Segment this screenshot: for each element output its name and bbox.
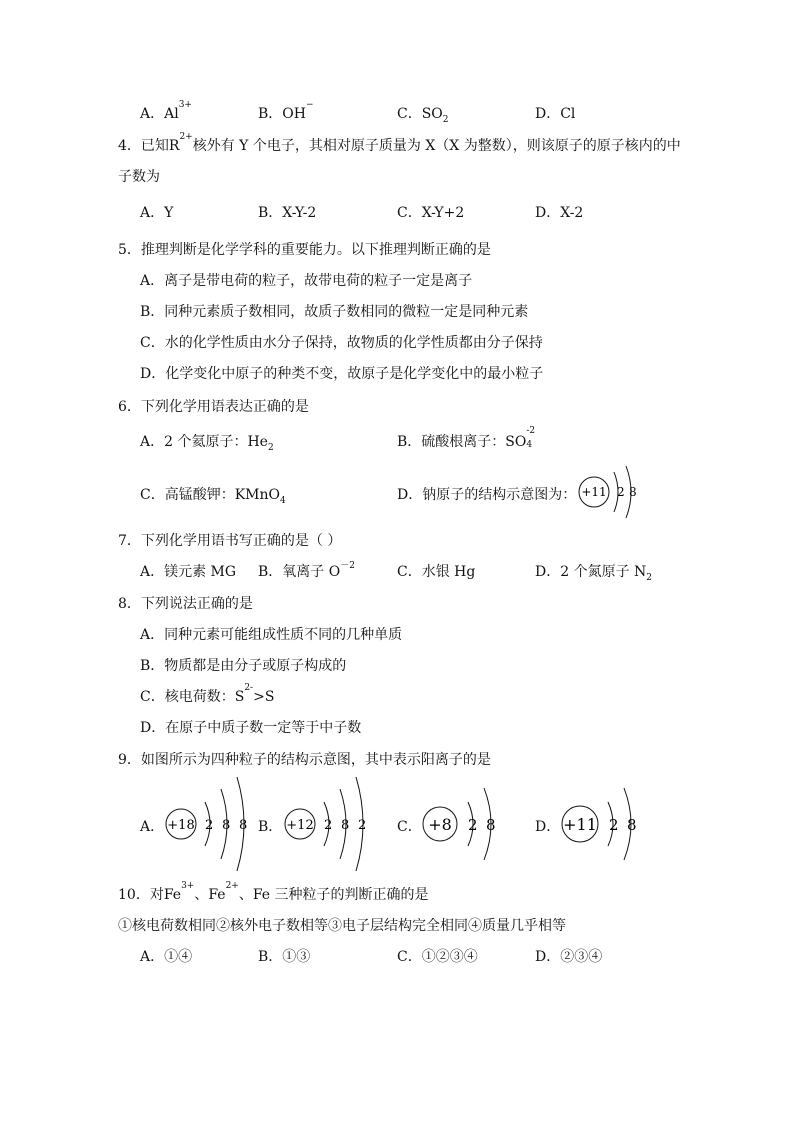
q4-option-a: A．Y	[140, 205, 174, 221]
q4-option-c: C．X-Y+2	[397, 205, 465, 221]
q6-option-a: A．2 个氦原子：$He_2$	[140, 434, 274, 453]
q5-option-c: C．水的化学性质由水分子保持，故物质的化学性质都由分子保持	[140, 335, 543, 351]
shell-electrons: 8	[341, 818, 350, 833]
q3-option-c: C．$SO_2$	[397, 106, 449, 125]
q9-diagram-c	[420, 780, 505, 868]
shell-electrons: 8	[486, 816, 496, 834]
q7-option-c: C．水银 Hg	[397, 564, 476, 580]
q9-option-c-label: C．	[397, 819, 422, 835]
q9-option-b-label: B．	[258, 819, 283, 835]
q7-stem: 7．下列化学用语书写正确的是（ ）	[118, 533, 342, 549]
shell-electrons: 2	[617, 485, 625, 499]
q9-option-d-label: D．	[535, 819, 561, 835]
q8-option-a: A．同种元素可能组成性质不同的几种单质	[140, 627, 403, 643]
q10-option-b: B．①③	[258, 949, 311, 965]
q10-option-a: A．①④	[140, 949, 193, 965]
shell-electrons: 2	[468, 816, 478, 834]
q10-option-c: C．①②③④	[397, 949, 478, 965]
q6-sodium-diagram	[574, 462, 644, 522]
q8-stem: 8．下列说法正确的是	[118, 596, 253, 612]
nucleus-charge: +8	[428, 815, 452, 834]
q9-diagram-a	[163, 775, 258, 873]
q8-option-b: B．物质都是由分子或原子构成的	[140, 658, 347, 674]
nucleus-charge: +11	[563, 815, 597, 834]
q9-stem: 9．如图所示为四种粒子的结构示意图，其中表示阳离子的是	[118, 752, 491, 768]
q10-stem: 10．对$Fe^{3+}$、$Fe^{2+}$、Fe 三种粒子的判断正确的是	[118, 881, 429, 903]
shell-electrons: 8	[222, 818, 231, 833]
q5-option-d: D．化学变化中原子的种类不变，故原子是化学变化中的最小粒子	[140, 366, 544, 382]
shell-electrons: 8	[239, 818, 248, 833]
q7-option-a: A．镁元素 MG	[140, 564, 237, 580]
q7-option-b: B．氧离子 $O^{-2}$	[258, 561, 355, 580]
q8-option-c: C．核电荷数：$S^{2-}>S$	[140, 683, 275, 705]
q9-option-a-label: A．	[140, 819, 165, 835]
shell-electrons: 2	[358, 818, 367, 833]
q8-option-d: D．在原子中质子数一定等于中子数	[140, 720, 362, 736]
q10-option-d: D．②③④	[535, 949, 603, 965]
q5-option-a: A．离子是带电荷的粒子，故带电荷的粒子一定是离子	[140, 273, 473, 289]
q3-option-a: A．$Al^{3+}$	[140, 100, 192, 122]
nucleus-charge: +18	[167, 818, 195, 833]
q6-option-c: C．高锰酸钾：KMnO$_4$	[140, 487, 286, 506]
q5-stem: 5．推理判断是化学学科的重要能力。以下推理判断正确的是	[118, 242, 491, 258]
q4-stem-line1: 4．已知$R^{2+}$核外有 Y 个电子，其相对原子质量为 X（X 为整数），则该原子的原子核内的中	[118, 132, 681, 154]
q6-option-b: B．硫酸根离子：SO -2 4	[397, 426, 536, 450]
q4-option-b: B．X-Y-2	[258, 205, 317, 221]
q6-option-d: D．钠原子的结构示意图为：	[397, 487, 577, 503]
q7-option-d: D．2 个氮原子 $N_2$	[535, 564, 653, 583]
q4-option-d: D．X-2	[535, 205, 584, 221]
shell-electrons: 2	[324, 818, 333, 833]
q3-option-d: D．Cl	[535, 106, 576, 122]
q3-option-b: B．OH−	[258, 100, 314, 122]
nucleus-charge: +11	[581, 485, 607, 499]
shell-electrons: 8	[629, 485, 637, 499]
q10-statements: ①核电荷数相同②核外电子数相等③电子层结构完全相同④质量几乎相等	[118, 918, 566, 934]
shell-electrons: 8	[627, 816, 637, 834]
shell-electrons: 2	[205, 818, 214, 833]
q5-option-b: B．同种元素质子数相同，故质子数相同的微粒一定是同种元素	[140, 304, 529, 320]
q4-stem-line2: 子数为	[118, 169, 160, 185]
q6-stem: 6．下列化学用语表达正确的是	[118, 399, 309, 415]
nucleus-charge: +12	[286, 818, 314, 833]
q9-diagram-d	[560, 780, 645, 868]
shell-electrons: 2	[609, 816, 619, 834]
q9-diagram-b	[282, 775, 377, 873]
